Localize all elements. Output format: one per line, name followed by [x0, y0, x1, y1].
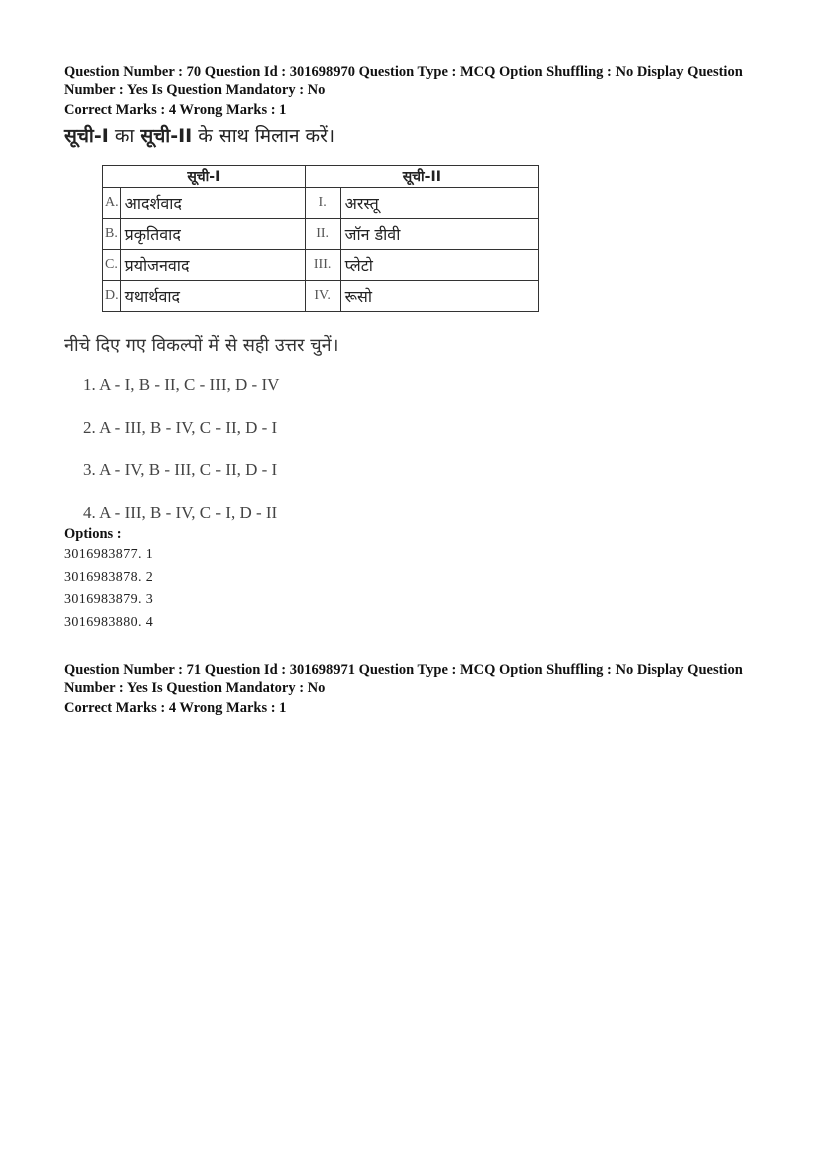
option-number: 1.: [83, 375, 96, 394]
row-value-right: प्लेटो: [340, 250, 538, 281]
option-number: 2.: [83, 417, 96, 437]
option-text: A - I, B - II, C - III, D - IV: [99, 375, 280, 394]
question-meta-line: Number : Yes Is Question Mandatory : No: [64, 82, 326, 98]
answer-option-2[interactable]: [83, 417, 279, 460]
option-id: 3016983877. 1: [64, 547, 154, 562]
option-text: A - IV, B - III, C - II, D - I: [99, 460, 278, 479]
instruction-connector: का: [108, 125, 141, 147]
row-value-right: अरस्तू: [340, 188, 538, 219]
row-value-right: रूसो: [340, 281, 538, 312]
table-row: [103, 281, 539, 312]
question-70-meta: [64, 63, 764, 119]
row-value-left: प्रकृतिवाद: [120, 219, 305, 250]
header-list-1: सूची-I: [103, 166, 306, 188]
option-id: 3016983878. 2: [64, 569, 154, 585]
row-value-left: आदर्शवाद: [120, 188, 305, 219]
row-key-left: B.: [103, 219, 121, 250]
option-number: 3.: [83, 460, 96, 479]
row-key-right: I.: [305, 188, 340, 219]
option-number: 4.: [83, 502, 96, 522]
answer-option-1[interactable]: [83, 374, 279, 417]
table-row: [103, 219, 539, 250]
option-text: A - III, B - IV, C - II, D - I: [99, 417, 278, 437]
row-key-right: II.: [305, 219, 340, 250]
instruction-list-1: सूची-I: [64, 125, 109, 147]
table-row: [103, 188, 539, 219]
choose-instruction: नीचे दिए गए विकल्पों में से सही उत्तर चुनें।: [64, 335, 339, 356]
option-id: 3016983880. 4: [64, 614, 154, 630]
match-table: [102, 165, 539, 312]
option-text: A - III, B - IV, C - I, D - II: [99, 502, 278, 522]
instruction-list-2: सूची-II: [140, 125, 193, 147]
option-id-list: [64, 546, 153, 636]
row-key-right: IV.: [305, 281, 340, 312]
row-value-right: जॉन डीवी: [340, 219, 538, 250]
row-value-left: प्रयोजनवाद: [120, 250, 305, 281]
question-meta-line: Question Number : 71 Question Id : 301698971 Question Type : MCQ Option Shuffling : No Display Question: [64, 662, 743, 678]
row-key-left: C.: [103, 250, 121, 281]
answer-option-list: [83, 374, 279, 544]
row-key-right: III.: [305, 250, 340, 281]
match-instruction: [64, 122, 335, 148]
options-label: Options :: [64, 526, 122, 542]
question-meta-line: Number : Yes Is Question Mandatory : No: [64, 680, 326, 696]
question-meta-line: Question Number : 70 Question Id : 301698970 Question Type : MCQ Option Shuffling : No Display Question: [64, 64, 743, 80]
marks-line: Correct Marks : 4 Wrong Marks : 1: [64, 102, 287, 118]
table-row: [103, 250, 539, 281]
instruction-tail: के साथ मिलान करें।: [192, 125, 336, 147]
option-id: 3016983879. 3: [64, 592, 154, 607]
row-key-left: A.: [103, 188, 121, 219]
row-value-left: यथार्थवाद: [120, 281, 305, 312]
match-table-header: [103, 166, 539, 188]
question-71-meta: [64, 661, 764, 717]
row-key-left: D.: [103, 281, 121, 312]
header-list-2: सूची-II: [305, 166, 538, 188]
answer-option-3[interactable]: [83, 459, 279, 502]
marks-line: Correct Marks : 4 Wrong Marks : 1: [64, 700, 287, 716]
